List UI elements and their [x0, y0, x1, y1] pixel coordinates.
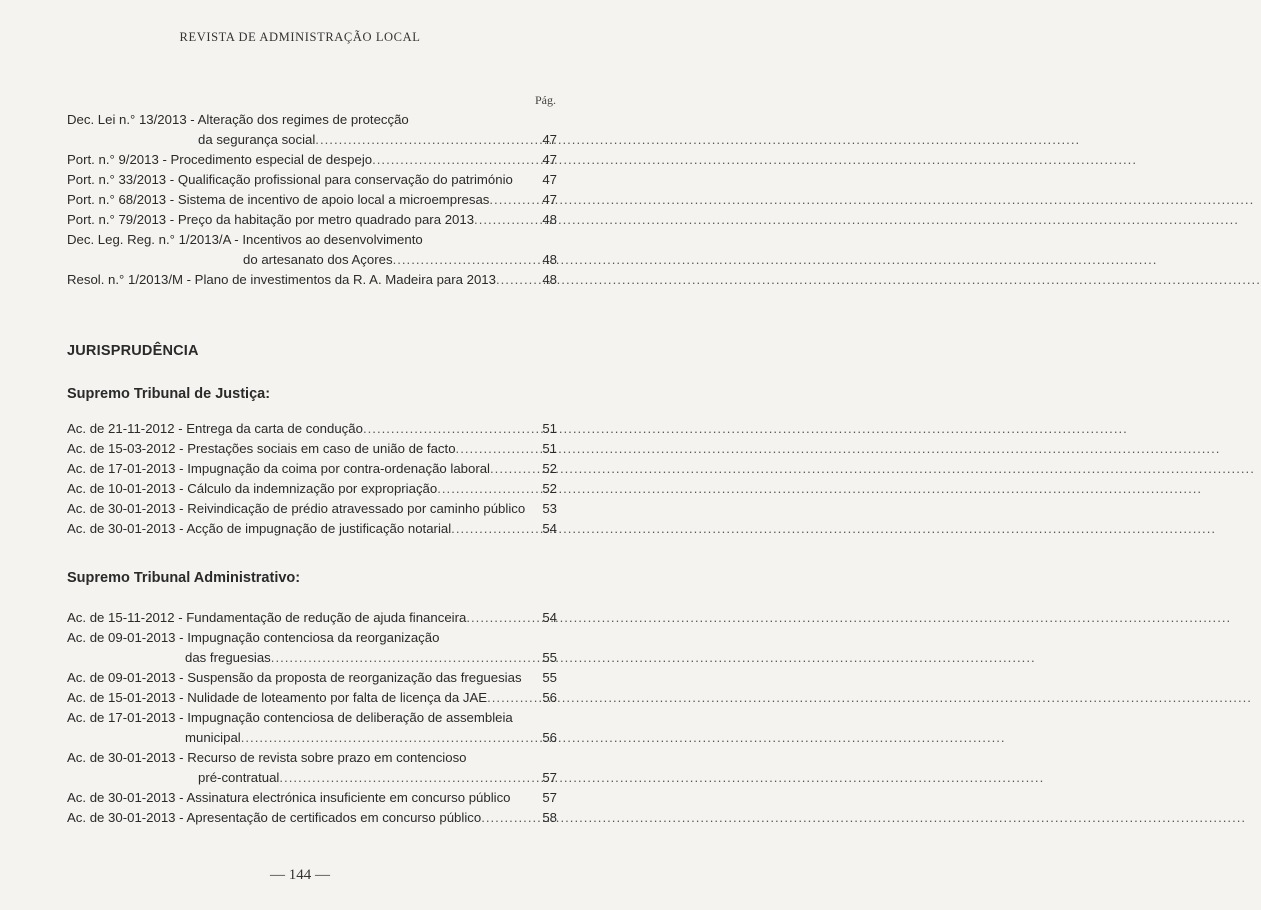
toc-entry[interactable] [67, 190, 557, 210]
entry-title-continuation: do artesanato dos Açores [243, 252, 393, 267]
toc-entry[interactable] [67, 519, 557, 539]
toc-entry[interactable] [67, 419, 557, 439]
toc-entry[interactable] [67, 479, 557, 499]
entry-title: Port. n.° 9/2013 - Procedimento especial de despejo [67, 152, 373, 167]
entry-title: Dec. Lei n.° 13/2013 - Alteração dos regimes de protecção [67, 112, 409, 127]
toc-entry[interactable] [67, 708, 557, 728]
entry-title: Ac. de 30-01-2013 - Reivindicação de prédio atravessado por caminho público [67, 501, 526, 516]
page-number: 47 [542, 152, 557, 167]
entry-title: Ac. de 30-01-2013 - Assinatura electrónica insuficiente em concurso público [67, 790, 511, 805]
page-number: 58 [542, 810, 557, 825]
toc-entry[interactable] [67, 150, 557, 170]
page-number: 53 [542, 501, 557, 516]
sta-list [67, 608, 557, 828]
jurisprudence-heading: JURISPRUDÊNCIA [67, 343, 199, 359]
toc-entry[interactable] [67, 499, 557, 519]
entry-title-continuation: da segurança social [198, 132, 316, 147]
page-number: 51 [542, 441, 557, 456]
page-number: 48 [542, 272, 557, 287]
toc-entry[interactable] [67, 808, 557, 828]
entry-title: Port. n.° 79/2013 - Preço da habitação por metro quadrado para 2013 [67, 212, 475, 227]
toc-entry[interactable] [67, 788, 557, 808]
page-number: 48 [542, 212, 557, 227]
toc-entry[interactable] [67, 170, 557, 190]
entry-title: Ac. de 09-01-2013 - Impugnação contenciosa da reorganização [67, 630, 440, 645]
page-number: 47 [542, 132, 557, 147]
page-number: 55 [542, 650, 557, 665]
entry-title: Resol. n.° 1/2013/M - Plano de investimentos da R. A. Madeira para 2013 [67, 272, 496, 287]
toc-entry[interactable] [67, 748, 557, 768]
page-number: 57 [542, 770, 557, 785]
entry-title: Ac. de 15-03-2012 - Prestações sociais em caso de união de facto [67, 441, 456, 456]
entry-title-continuation: pré-contratual [198, 770, 280, 785]
page-folio: — 144 — [270, 867, 330, 883]
running-head: REVISTA DE ADMINISTRAÇÃO LOCAL [179, 30, 421, 44]
stj-list [67, 419, 557, 539]
toc-entry-continuation[interactable] [67, 728, 557, 748]
entry-title: Ac. de 09-01-2013 - Suspensão da proposta de reorganização das freguesias [67, 670, 522, 685]
toc-entry[interactable] [67, 628, 557, 648]
toc-entry[interactable] [67, 270, 557, 290]
entry-title: Ac. de 30-01-2013 - Apresentação de certificados em concurso público [67, 810, 482, 825]
entry-title: Ac. de 10-01-2013 - Cálculo da indemnização por expropriação [67, 481, 438, 496]
entry-title: Port. n.° 33/2013 - Qualificação profissional para conservação do património [67, 172, 513, 187]
page-number: 55 [542, 670, 557, 685]
entry-title-continuation: das freguesias [185, 650, 271, 665]
entry-title: Ac. de 17-01-2013 - Impugnação contenciosa de deliberação de assembleia [67, 710, 513, 725]
page-number: 54 [542, 521, 557, 536]
entry-title: Ac. de 30-01-2013 - Acção de impugnação de justificação notarial [67, 521, 452, 536]
entry-title: Port. n.° 68/2013 - Sistema de incentivo de apoio local a microempresas [67, 192, 490, 207]
entry-title: Ac. de 15-11-2012 - Fundamentação de redução de ajuda financeira [67, 610, 467, 625]
page-number: 56 [542, 690, 557, 705]
toc-entry-continuation[interactable] [67, 130, 557, 150]
toc-entry[interactable] [67, 668, 557, 688]
page-number: 57 [542, 790, 557, 805]
toc-entry[interactable] [67, 210, 557, 230]
entry-title-continuation: municipal [185, 730, 241, 745]
toc-entry[interactable] [67, 439, 557, 459]
page-number: 52 [542, 481, 557, 496]
toc-entry[interactable] [67, 688, 557, 708]
page-column-label: Pág. [535, 93, 556, 107]
entry-title: Ac. de 17-01-2013 - Impugnação da coima por contra-ordenação laboral [67, 461, 490, 476]
page-number: 56 [542, 730, 557, 745]
page-number: 51 [542, 421, 557, 436]
toc-entry-continuation[interactable] [67, 768, 557, 788]
entry-title: Dec. Leg. Reg. n.° 1/2013/A - Incentivos ao desenvolvimento [67, 232, 423, 247]
toc-entry-continuation[interactable] [67, 250, 557, 270]
stj-heading: Supremo Tribunal de Justiça: [67, 386, 271, 402]
entry-title: Ac. de 15-01-2013 - Nulidade de loteamento por falta de licença da JAE [67, 690, 488, 705]
sta-heading: Supremo Tribunal Administrativo: [67, 570, 301, 586]
page-number: 47 [542, 172, 557, 187]
toc-entry-continuation[interactable] [67, 648, 557, 668]
toc-entry[interactable] [67, 230, 557, 250]
toc-entry[interactable] [67, 459, 557, 479]
entry-title: Ac. de 30-01-2013 - Recurso de revista sobre prazo em contencioso [67, 750, 467, 765]
page-number: 52 [542, 461, 557, 476]
page-number: 48 [542, 252, 557, 267]
legislation-list [67, 110, 557, 290]
page-number: 54 [542, 610, 557, 625]
toc-entry[interactable] [67, 110, 557, 130]
page-number: 47 [542, 192, 557, 207]
toc-entry[interactable] [67, 608, 557, 628]
entry-title: Ac. de 21-11-2012 - Entrega da carta de condução [67, 421, 363, 436]
